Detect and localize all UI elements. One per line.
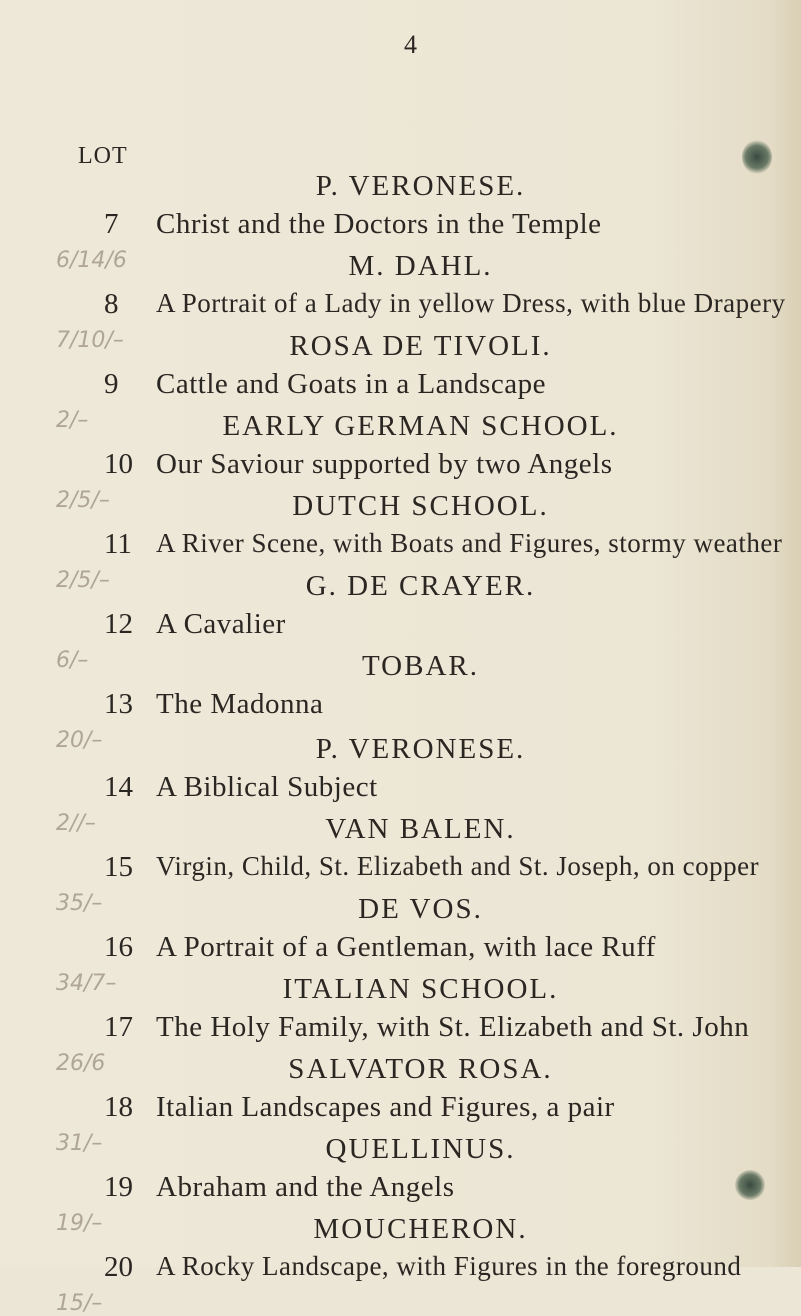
lot-title: A Rocky Landscape, with Figures in the foreground [156,1251,742,1281]
lot-title: Virgin, Child, St. Elizabeth and St. Joseph, on copper [156,851,760,881]
lot-title: A Biblical Subject [156,771,378,803]
handwritten-price: 19/– [56,1211,103,1236]
lot-column-heading: LOT [78,143,128,169]
artist-heading: EARLY GERMAN SCHOOL. [222,410,619,442]
handwritten-price: 6/– [56,648,89,673]
handwritten-price: 2/5/– [56,488,110,513]
artist-heading: TOBAR. [361,650,479,682]
handwritten-price: 2//– [56,811,96,836]
lot-title: The Madonna [156,688,324,720]
handwritten-price: 35/– [56,891,103,916]
handwritten-price: 26/6 [56,1051,106,1076]
lot-number: 8 [104,288,119,320]
artist-heading: DE VOS. [358,893,483,925]
lot-number: 11 [104,528,132,560]
lot-entry [0,1213,801,1316]
lot-number: 7 [104,208,119,240]
lot-number: 13 [104,688,133,720]
lot-title: Our Saviour supported by two Angels [156,448,613,480]
artist-heading: DUTCH SCHOOL. [292,490,549,522]
artist-heading: SALVATOR ROSA. [288,1053,553,1085]
handwritten-price: 2/5/– [56,568,110,593]
lot-number: 16 [104,931,133,963]
handwritten-price: 34/7– [56,971,117,996]
artist-heading: G. DE CRAYER. [305,570,536,602]
lot-title: Cattle and Goats in a Landscape [156,368,546,400]
lot-number: 17 [104,1011,133,1043]
lot-title: A River Scene, with Boats and Figures, stormy weather [156,528,783,558]
artist-heading: P. VERONESE. [315,170,526,202]
lot-number: 19 [104,1171,133,1203]
lot-number: 14 [104,771,133,803]
lot-title: Christ and the Doctors in the Temple [156,208,602,240]
handwritten-price: 15/– [56,1291,103,1316]
lot-title: The Holy Family, with St. Elizabeth and St. John [156,1011,750,1043]
lot-title: A Portrait of a Lady in yellow Dress, with blue Drapery [156,288,786,318]
artist-heading: M. DAHL. [348,250,493,282]
lot-title: Abraham and the Angels [156,1171,455,1203]
handwritten-price: 31/– [56,1131,103,1156]
lot-title: A Cavalier [156,608,286,640]
handwritten-price: 6/14/6 [56,248,127,273]
lot-title: A Portrait of a Gentleman, with lace Ruff [156,931,656,963]
lot-number: 10 [104,448,133,480]
lot-number: 20 [104,1251,133,1283]
artist-heading: VAN BALEN. [325,813,516,845]
lot-number: 18 [104,1091,133,1123]
artist-heading: P. VERONESE. [315,733,526,765]
artist-heading: ITALIAN SCHOOL. [282,973,559,1005]
lot-number: 15 [104,851,133,883]
artist-heading: QUELLINUS. [325,1133,516,1165]
handwritten-price: 2/– [56,408,89,433]
lot-title: Italian Landscapes and Figures, a pair [156,1091,615,1123]
page-number: 4 [404,30,417,59]
lot-number: 9 [104,368,119,400]
foxing-spot-top [742,140,772,174]
lot-number: 12 [104,608,133,640]
artist-heading: MOUCHERON. [313,1213,528,1245]
handwritten-price: 7/10/– [56,328,124,353]
artist-heading: ROSA DE TIVOLI. [289,330,552,362]
handwritten-price: 20/– [56,728,103,753]
